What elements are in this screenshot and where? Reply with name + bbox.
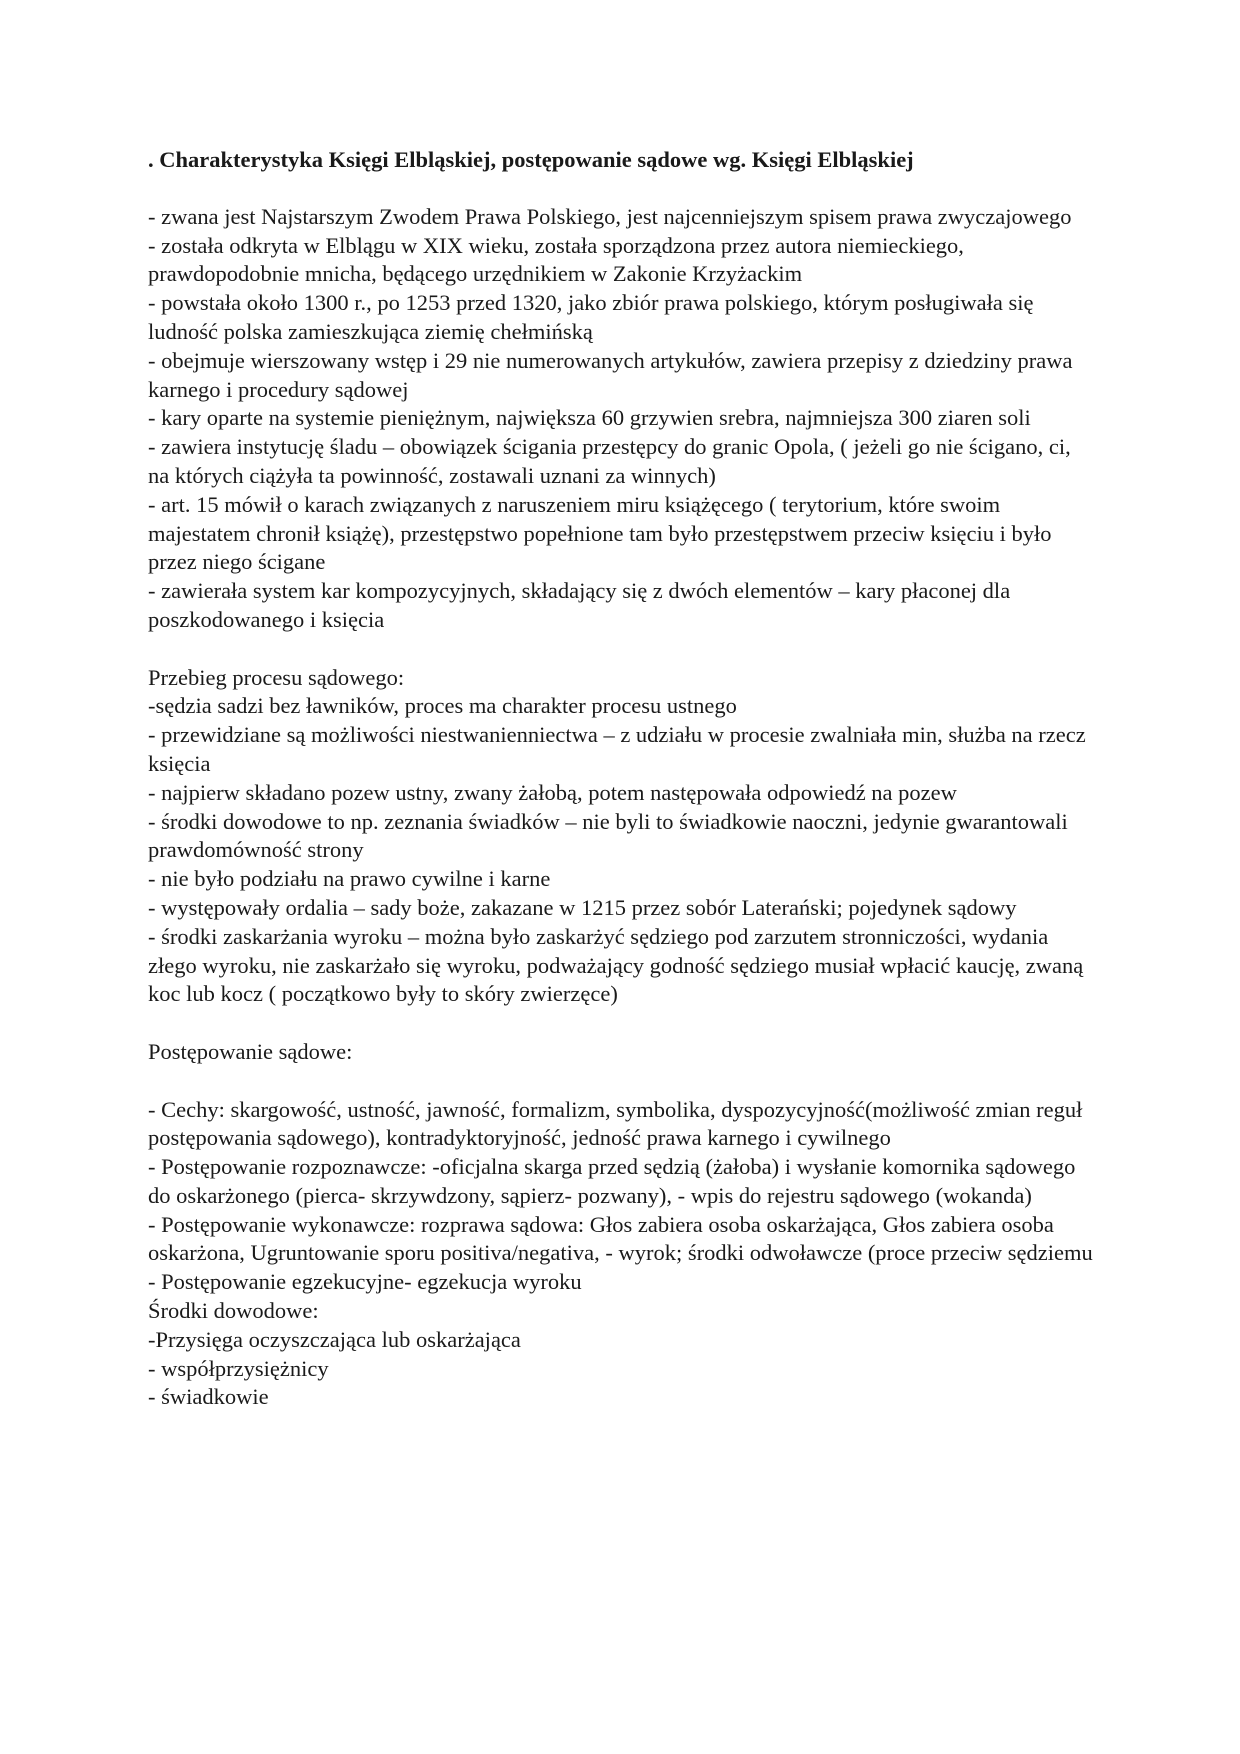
list-item: - zawierała system kar kompozycyjnych, składający się z dwóch elementów – kary płaconej dla poszkodowanego i księcia bbox=[148, 578, 1011, 632]
list-item: - zwana jest Najstarszym Zwodem Prawa Polskiego, jest najcenniejszym spisem prawa zwyczajowego bbox=[148, 203, 1072, 229]
list-item: - środki zaskarżania wyroku – można było zaskarżyć sędziego pod zarzutem stronniczości, wydania złego wyroku, nie zaskarżało się wyroku, podważający godność sędziego musiał wpłacić kaucję, zwaną koc lub kocz ( początkowo były to skóry zwierzęce) bbox=[148, 923, 1084, 1007]
list-item: - zawiera instytucję śladu – obowiązek ścigania przestępcy do granic Opola, ( jeżeli go nie ścigano, ci, na których ciążyła ta powinność, zostawali uznani za winnych) bbox=[148, 434, 1071, 488]
list-item: - została odkryta w Elblągu w XIX wieku, została sporządzona przez autora niemieckiego, prawdopodobnie mnicha, będącego urzędnikiem w Zakonie Krzyżackim bbox=[148, 232, 964, 287]
document-title: . Charakterystyka Księgi Elbląskiej, postępowanie sądowe wg. Księgi Elbląskiej bbox=[148, 147, 914, 172]
list-item: - najpierw składano pozew ustny, zwany żałobą, potem następowała odpowiedź na pozew bbox=[148, 779, 957, 805]
list-item: - współprzysiężnicy bbox=[148, 1355, 329, 1381]
list-item: - świadkowie bbox=[148, 1384, 269, 1410]
paragraph-spacer bbox=[148, 635, 1096, 664]
list-item: - obejmuje wierszowany wstęp i 29 nie numerowanych artykułów, zawiera przepisy z dziedziny prawa karnego i procedury sądowej bbox=[148, 347, 1073, 402]
evidence-list bbox=[148, 1326, 1096, 1412]
list-item: - Cechy: skargowość, ustność, jawność, formalizm, symbolika, dyspozycyjność(możliwość zmian reguł postępowania sądowego), kontradyktoryjność, jedność prawa karnego i cywilnego bbox=[148, 1096, 1083, 1151]
paragraph-spacer bbox=[148, 1067, 1096, 1096]
list-item: - art. 15 mówił o karach związanych z naruszeniem miru książęcego ( terytorium, które swoim majestatem chronił książę), przestępstwo popełnione tam było przestępstwem przeciw księciu i było przez niego ścigane bbox=[148, 491, 1052, 575]
document-page bbox=[148, 146, 1096, 1412]
list-item: -sędzia sadzi bez ławników, proces ma charakter procesu ustnego bbox=[148, 693, 737, 719]
section-heading-evidence: Środki dowodowe: bbox=[148, 1298, 319, 1324]
list-item: - występowały ordalia – sady boże, zakazane w 1215 przez sobór Laterański; pojedynek sądowy bbox=[148, 894, 1017, 920]
paragraph-spacer bbox=[148, 1009, 1096, 1038]
section-heading-trial-process: Przebieg procesu sądowego: bbox=[148, 664, 405, 690]
list-item: - nie było podziału na prawo cywilne i karne bbox=[148, 866, 551, 892]
list-item: - Postępowanie rozpoznawcze: -oficjalna skarga przed sędzią (żałoba) i wysłanie komornika sądowego do oskarżonego (pierca- skrzywdzony, sąpierz- pozwany), - wpis do rejestru sądowego (wokanda) bbox=[148, 1154, 1076, 1208]
list-item: -Przysięga oczyszczająca lub oskarżająca bbox=[148, 1326, 521, 1352]
list-item: - powstała około 1300 r., po 1253 przed 1320, jako zbiór prawa polskiego, którym posługiwała się ludność polska zamieszkująca ziemię chełmińską bbox=[148, 290, 1034, 344]
trial-process-list bbox=[148, 692, 1096, 1009]
court-procedure-list bbox=[148, 1096, 1096, 1298]
list-item: - kary oparte na systemie pieniężnym, największa 60 grzywien srebra, najmniejsza 300 ziaren soli bbox=[148, 405, 1031, 431]
characteristics-list bbox=[148, 203, 1096, 635]
section-heading-court-procedure: Postępowanie sądowe: bbox=[148, 1038, 353, 1064]
list-item: - przewidziane są możliwości niestwanienniectwa – z udziału w procesie zwalniała min, służba na rzecz księcia bbox=[148, 722, 1086, 776]
list-item: - środki dowodowe to np. zeznania świadków – nie byli to świadkowie naoczni, jedynie gwarantowali prawdomówność strony bbox=[148, 808, 1068, 863]
list-item: - Postępowanie egzekucyjne- egzekucja wyroku bbox=[148, 1269, 582, 1295]
list-item: - Postępowanie wykonawcze: rozprawa sądowa: Głos zabiera osoba oskarżająca, Głos zabiera osoba oskarżona, Ugruntowanie sporu positiva/negativa, - wyrok; środki odwoławcze (proce przeciw sędziemu bbox=[148, 1211, 1093, 1266]
